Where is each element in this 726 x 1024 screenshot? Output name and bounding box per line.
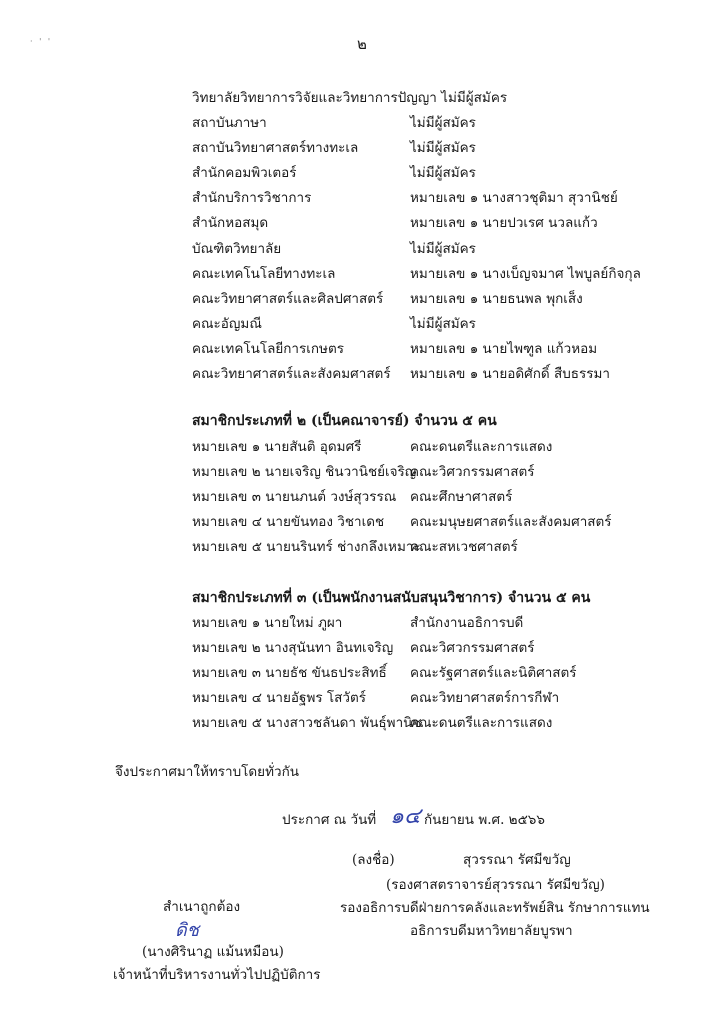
type1-unit: คณะอัญมณี [192,316,262,332]
type1-candidate: ไม่มีผู้สมัคร [410,115,476,131]
type2-unit: คณะวิศวกรรมศาสตร์ [410,464,535,480]
type2-heading: สมาชิกประเภทที่ ๒ (เป็นคณาจารย์) จำนวน ๕ คน [192,413,497,429]
signer-name: สุวรรณา รัศมีขวัญ [463,852,571,868]
type1-unit: สำนักบริการวิชาการ [192,190,312,206]
type2-person: หมายเลข ๓ นายนภนต์ วงษ์สุวรรณ [192,489,397,505]
type1-candidate: ไม่มีผู้สมัคร [410,140,476,156]
type2-person: หมายเลข ๔ นายขันทอง วิชาเดช [192,514,385,530]
type2-unit: คณะดนตรีและการแสดง [410,439,553,455]
date-prefix: ประกาศ ณ วันที่ [282,812,377,828]
type3-person: หมายเลข ๔ นายอัฐพร โสวัตร์ [192,690,367,706]
type2-person: หมายเลข ๕ นายนรินทร์ ช่างกลึงเหมาะ [192,539,421,555]
page-number: ๒ [357,35,367,53]
type3-heading: สมาชิกประเภทที่ ๓ (เป็นพนักงานสนับสนุนวิชาการ) จำนวน ๕ คน [192,590,591,606]
signer-position: อธิการบดีมหาวิทยาลัยบูรพา [410,923,573,939]
type1-candidate: หมายเลข ๑ นายอดิศักดิ์ สืบธรรมา [410,366,610,382]
type1-unit: สถาบันภาษา [192,115,267,131]
corner-marks: · ' ' [30,37,53,46]
type1-candidate: หมายเลข ๑ นายไพฑูล แก้วหอม [410,341,598,357]
signer-position: รองอธิการบดีฝ่ายการคลังและทรัพย์สิน รักษาการแทน [340,900,650,916]
type3-unit: คณะวิศวกรรมศาสตร์ [410,640,535,656]
type2-unit: คณะสหเวชศาสตร์ [410,539,518,555]
type3-unit: คณะวิทยาศาสตร์การกีฬา [410,690,560,706]
type1-candidate: ไม่มีผู้สมัคร [410,165,476,181]
type1-unit: คณะเทคโนโลยีการเกษตร [192,341,344,357]
type3-person: หมายเลข ๓ นายธัช ขันธประสิทธิ์ [192,665,387,681]
certifier-position: เจ้าหน้าที่บริหารงานทั่วไปปฏิบัติการ [113,967,321,983]
type3-person: หมายเลข ๑ นายใหม่ ภูผา [192,615,343,631]
signature-label: (ลงชื่อ) [352,852,395,868]
type2-unit: คณะมนุษยศาสตร์และสังคมศาสตร์ [410,514,612,530]
signer-full-name: (รองศาสตราจารย์สุวรรณา รัศมีขวัญ) [386,877,605,893]
type1-unit: บัณฑิตวิทยาลัย [192,241,282,257]
type3-person: หมายเลข ๒ นางสุนันทา อินทเจริญ [192,640,394,656]
type3-unit: สำนักงานอธิการบดี [410,615,524,631]
type3-unit: คณะดนตรีและการแสดง [410,715,553,731]
type1-unit: คณะวิทยาศาสตร์และศิลปศาสตร์ [192,291,384,307]
announcement-line: จึงประกาศมาให้ทราบโดยทั่วกัน [115,764,299,780]
type1-unit: สำนักคอมพิวเตอร์ [192,165,297,181]
certifier-initials: ดิช [175,920,199,941]
type2-person: หมายเลข ๒ นายเจริญ ชินวานิชย์เจริญ [192,464,417,480]
type1-candidate: หมายเลข ๑ นายปวเรศ นวลแก้ว [410,215,598,231]
date-suffix: กันยายน พ.ศ. ๒๕๖๖ [424,812,545,828]
type1-unit: สถาบันวิทยาศาสตร์ทางทะเล [192,140,359,156]
type2-unit: คณะศึกษาศาสตร์ [410,489,513,505]
type1-unit: คณะเทคโนโลยีทางทะเล [192,266,336,282]
certifier-name: (นางศิรินาฏ แม้นหมือน) [142,944,284,960]
type1-candidate: ไม่มีผู้สมัคร [410,241,476,257]
date-day: ๑๔ [390,804,421,829]
type1-unit: คณะวิทยาศาสตร์และสังคมศาสตร์ [192,366,391,382]
type1-candidate: ไม่มีผู้สมัคร [410,316,476,332]
type1-unit: สำนักหอสมุด [192,215,269,231]
type2-person: หมายเลข ๑ นายสันติ อุดมศรี [192,439,362,455]
type1-candidate: หมายเลข ๑ นางสาวชุติมา สุวานิชย์ [410,190,618,206]
type1-unit: วิทยาลัยวิทยาการวิจัยและวิทยาการปัญญา ไม่มีผู้สมัคร [192,90,508,106]
type1-candidate: หมายเลข ๑ นางเบ็ญจมาศ ไพบูลย์กิจกุล [410,266,641,282]
certified-label: สำเนาถูกต้อง [163,899,241,915]
type3-person: หมายเลข ๕ นางสาวชลันดา พันธุ์พานิช [192,715,422,731]
type1-candidate: หมายเลข ๑ นายธนพล พุกเส็ง [410,291,583,307]
type3-unit: คณะรัฐศาสตร์และนิติศาสตร์ [410,665,577,681]
